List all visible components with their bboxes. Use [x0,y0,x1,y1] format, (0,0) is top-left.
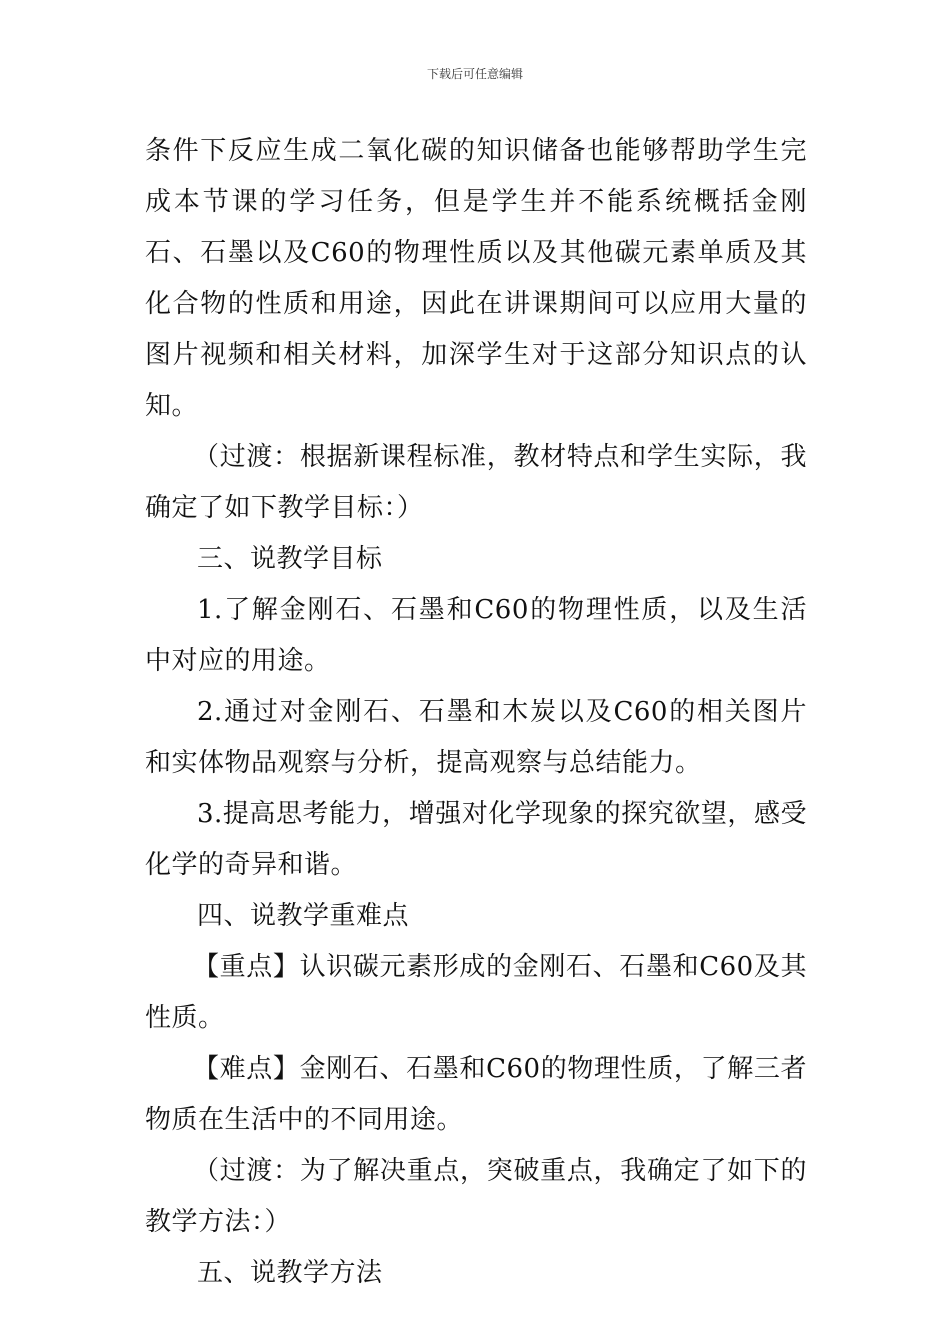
objective-item-2: 2.通过对金刚石、石墨和木炭以及C60的相关图片和实体物品观察与分析，提高观察与总结能力。 [145,697,807,778]
document-body [145,126,807,1299]
paragraph-transition-methods: （过渡：为了解决重点，突破重点，我确定了如下的教学方法：） [145,1156,807,1237]
page-header: 下载后可任意编辑 [426,67,523,81]
section-heading-objectives: 三、说教学目标 [197,544,383,574]
section-heading-key-points: 四、说教学重难点 [197,901,410,931]
paragraph-key-point: 【重点】认识碳元素形成的金刚石、石墨和C60及其性质。 [145,952,807,1033]
objective-item-1: 1.了解金刚石、石墨和C60的物理性质，以及生活中对应的用途。 [145,595,807,676]
paragraph-intro-continuation: 条件下反应生成二氧化碳的知识储备也能够帮助学生完成本节课的学习任务，但是学生并不能系统概括金刚石、石墨以及C60的物理性质以及其他碳元素单质及其化合物的性质和用途，因此在讲课期间可以应用大量的图片视频和相关材料，加深学生对于这部分知识点的认知。 [145,136,807,421]
paragraph-difficult-point: 【难点】金刚石、石墨和C60的物理性质，了解三者物质在生活中的不同用途。 [145,1054,807,1135]
objective-item-3: 3.提高思考能力，增强对化学现象的探究欲望，感受化学的奇异和谐。 [145,799,807,880]
paragraph-transition-objectives: （过渡：根据新课程标准，教材特点和学生实际，我确定了如下教学目标：） [145,442,807,523]
section-heading-methods: 五、说教学方法 [197,1258,383,1288]
